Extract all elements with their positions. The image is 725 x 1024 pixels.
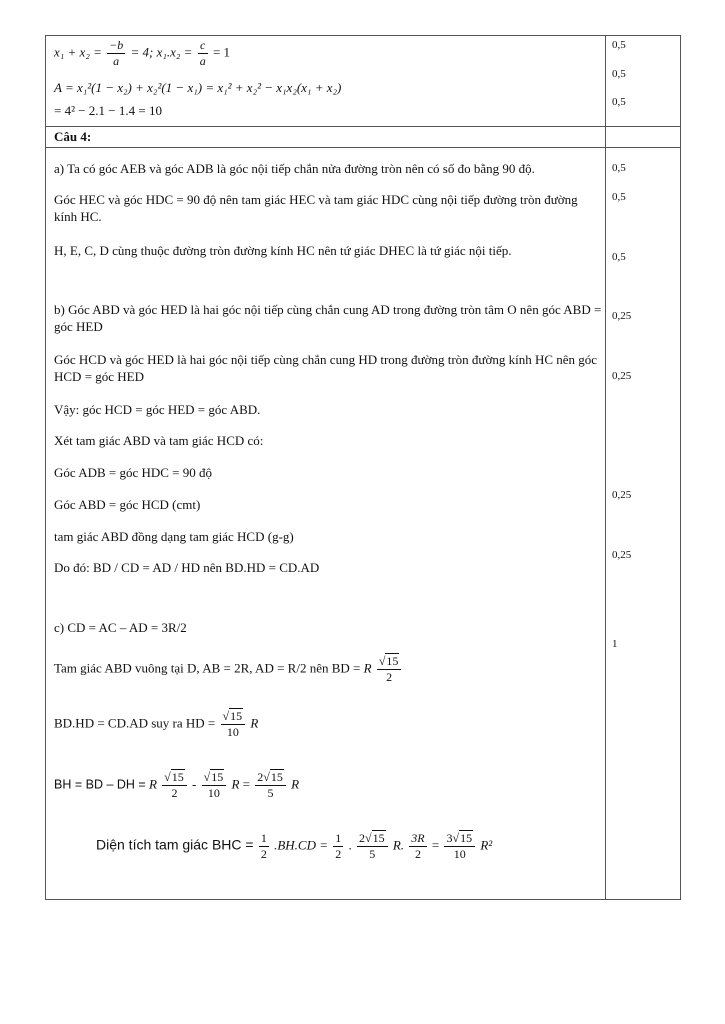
part-b-line-1: b) Góc ABD và góc HED là hai góc nội tiếp cùng chắn cung AD trong đường tròn tâm O nên góc ABD = góc HED	[54, 302, 602, 334]
vieta-product-value: = 1	[212, 44, 231, 60]
score: 0,25	[612, 370, 632, 382]
minus-sign: -	[192, 776, 197, 792]
part-b-line-4: Xét tam giác ABD và tam giác HCD có:	[54, 433, 264, 448]
content-cell-title	[46, 127, 606, 148]
part-b-line-6: Góc ABD = góc HCD (cmt)	[54, 497, 201, 512]
score: 0,25	[612, 489, 632, 501]
frac-den: a	[199, 54, 206, 68]
frac-sqrt15-over-2	[377, 654, 402, 685]
symbol-r: R	[250, 715, 259, 731]
part-a-line-1: a) Ta có góc AEB và góc ADB là góc nội tiếp chắn nửa đường tròn nên có số đo bằng 90 độ.	[54, 161, 535, 176]
frac-num: c	[198, 38, 208, 54]
expression-a: A = x₁²(1 − x₂) + x₂²(1 − x₁) = x₁² + x₂² − x₁x₂(x₁ + x₂)	[54, 80, 342, 95]
frac-num: −b	[109, 38, 124, 52]
part-c-line-3	[54, 709, 258, 740]
score: 0,5	[612, 251, 626, 263]
expression-a-result: = 4² − 2.1 − 1.4 = 10	[54, 103, 162, 118]
answer-table	[45, 35, 681, 900]
vieta-product-label: = 4; x₁.x₂ =	[130, 44, 193, 60]
frac-2sqrt15-over-5: $\frac{2√15}{5}$	[357, 831, 388, 862]
answer-sheet	[45, 35, 680, 900]
content-cell-vieta	[46, 36, 606, 127]
score-cell-q4	[606, 148, 681, 900]
frac-minus-b-over-a	[107, 38, 125, 69]
frac-3sqrt15-over-10: $\frac{3√15}{10}$	[444, 831, 475, 862]
vieta-line-1	[54, 38, 230, 69]
part-b-line-8: Do đó: BD / CD = AD / HD nên BD.HD = CD.AD	[54, 560, 320, 575]
vieta-sum-label: x₁ + x₂ =	[54, 44, 102, 60]
symbol-r-squared: R²	[480, 837, 493, 853]
area-statement: Diện tích tam giác BHC =	[96, 836, 254, 853]
frac-3r-over-2: $\frac{3R}{2}$	[411, 831, 425, 861]
row-question-4-body	[46, 148, 681, 900]
bh-statement: BH = BD – DH =	[54, 777, 146, 792]
part-b-line-5: Góc ADB = góc HDC = 90 độ	[54, 465, 213, 480]
score-cell-vieta	[606, 36, 681, 127]
sqrt-15: √15	[378, 654, 399, 668]
frac-den: 2	[386, 670, 393, 684]
frac-sqrt15-over-10: $\frac{√15}{10}$	[202, 770, 227, 801]
bd-statement: Tam giác ABD vuông tại D, AB = 2R, AD = R/2 nên BD =	[54, 660, 361, 676]
part-c-line-2	[54, 654, 403, 685]
question-title: Câu 4:	[54, 129, 92, 144]
score: 0,25	[612, 549, 632, 561]
bh-cd-product: .BH.CD =	[274, 837, 328, 853]
part-c-line-1: c) CD = AC – AD = 3R/2	[54, 620, 187, 635]
frac-sqrt15-over-10	[221, 709, 246, 740]
equals-sign: =	[242, 776, 250, 792]
part-b-line-7: tam giác ABD đồng dạng tam giác HCD (g-g)	[54, 529, 294, 544]
row-question-4-title	[46, 127, 681, 148]
part-a-line-2: Góc HEC và góc HDC = 90 độ nên tam giác HEC và tam giác HDC cùng nội tiếp đường tròn đường kính HC.	[54, 192, 578, 224]
part-b-line-3: Vậy: góc HCD = góc HED = góc ABD.	[54, 402, 261, 417]
frac-den: a	[113, 54, 120, 68]
frac-2sqrt15-over-5: $\frac{2√15}{5}$	[255, 770, 286, 801]
score-cell-title	[606, 127, 681, 148]
hd-statement: BD.HD = CD.AD suy ra HD =	[54, 715, 216, 731]
symbol-r: R	[148, 776, 157, 792]
part-c-line-5: Diện tích tam giác BHC = $\frac{1}{2}$ .BH.CD = $\frac{1}{2}$ . $\frac{2√15}{5}$ R. $\frac{3R}{2}$ = $\frac{3√15}{10}$ R²	[96, 831, 493, 861]
part-a-line-3: H, E, C, D cùng thuộc đường tròn đường kính HC nên tứ giác DHEC là tứ giác nội tiếp.	[54, 243, 512, 258]
frac-1-over-2: $\frac{1}{2}$	[260, 831, 267, 861]
score: 0,5	[612, 68, 626, 80]
frac-sqrt15-over-2: $\frac{√15}{2}$	[162, 770, 187, 801]
score: 0,5	[612, 96, 626, 108]
part-b-line-2: Góc HCD và góc HED là hai góc nội tiếp cùng chắn cung HD trong đường tròn đường kính HC nên góc HCD = góc HED	[54, 352, 598, 384]
frac-1-over-2: $\frac{1}{2}$	[335, 831, 342, 861]
frac-den: 10	[226, 725, 239, 739]
content-cell-q4	[46, 148, 606, 900]
symbol-r: R	[363, 660, 372, 676]
sqrt-15: √15	[222, 709, 243, 723]
score: 1	[612, 638, 618, 650]
score: 0,5	[612, 191, 626, 203]
frac-c-over-a	[198, 38, 208, 69]
score: 0,25	[612, 310, 632, 322]
score: 0,5	[612, 162, 626, 174]
row-vieta	[46, 36, 681, 127]
score: 0,5	[612, 39, 626, 51]
part-c-line-4: BH = BD – DH = R $\frac{√15}{2}$ - $\frac{√15}{10}$ R = $\frac{2√15}{5}$ R	[54, 770, 300, 800]
